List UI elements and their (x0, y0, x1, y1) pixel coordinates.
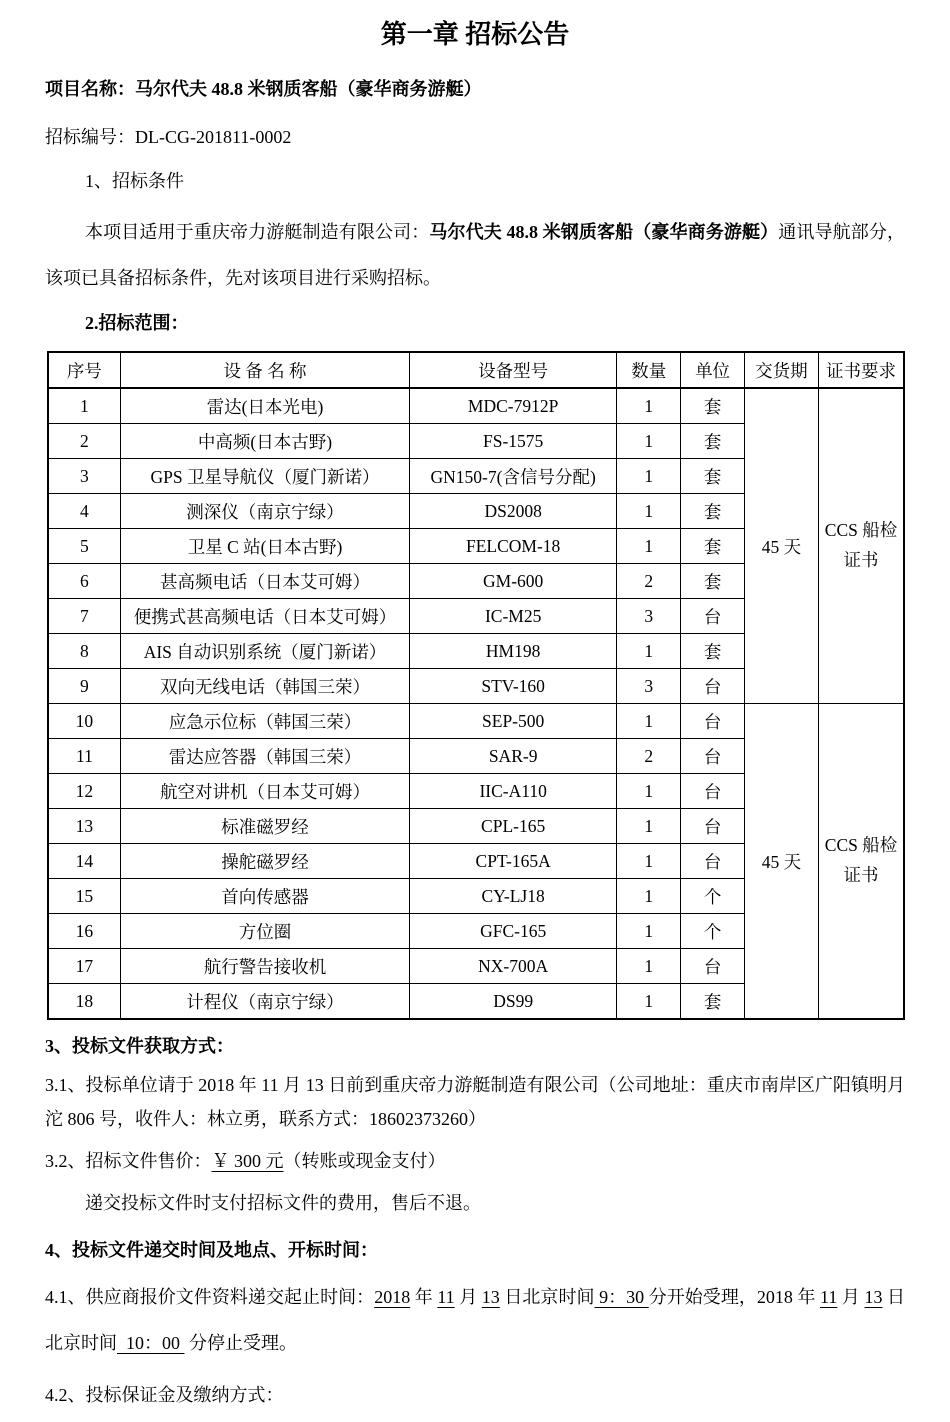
cell-index: 4 (48, 494, 120, 529)
cell-model: IIC-A110 (410, 774, 617, 809)
p41-text-1: 4.1、供应商报价文件资料递交起止时间： (45, 1287, 375, 1307)
cell-quantity: 1 (617, 494, 681, 529)
header-delivery-period: 交货期 (744, 352, 818, 388)
cell-index: 3 (48, 459, 120, 494)
cell-index: 15 (48, 879, 120, 914)
header-model: 设备型号 (410, 352, 617, 388)
equipment-table (47, 351, 905, 1020)
cell-equipment-name: 便携式甚高频电话（日本艾可姆） (120, 599, 409, 634)
cell-index: 6 (48, 564, 120, 599)
cell-delivery-period: 45 天 (744, 388, 818, 704)
cell-model: IC-M25 (410, 599, 617, 634)
cell-quantity: 2 (617, 739, 681, 774)
cell-model: FELCOM-18 (410, 529, 617, 564)
cell-equipment-name: 计程仪（南京宁绿） (120, 984, 409, 1020)
section4-heading: 4、投标文件递交时间及地点、开标时间： (45, 1240, 378, 1260)
cell-equipment-name: 方位圈 (120, 914, 409, 949)
p41-day-end: 13 (864, 1287, 883, 1307)
cell-quantity: 2 (617, 564, 681, 599)
cell-model: SEP-500 (410, 704, 617, 739)
p41-text-6: 月 (837, 1287, 865, 1307)
p41-month-start: 11 (437, 1287, 455, 1307)
cell-unit: 套 (681, 529, 744, 564)
cell-model: GFC-165 (410, 914, 617, 949)
cell-model: DS99 (410, 984, 617, 1020)
p41-text-3: 月 (454, 1287, 482, 1307)
p41-text-4: 日北京时间 (499, 1287, 595, 1307)
section2-heading: 2.招标范围： (85, 313, 189, 333)
header-equipment-name: 设 备 名 称 (120, 352, 409, 388)
section4-paragraph-41 (45, 1274, 905, 1366)
cell-model: CPL-165 (410, 809, 617, 844)
cell-quantity: 1 (617, 424, 681, 459)
cell-model: STV-160 (410, 669, 617, 704)
p41-time-end: 10：00 (117, 1333, 185, 1353)
cell-equipment-name: 应急示位标（韩国三荣） (120, 704, 409, 739)
cell-quantity: 1 (617, 634, 681, 669)
cell-index: 8 (48, 634, 120, 669)
cell-equipment-name: 测深仪（南京宁绿） (120, 494, 409, 529)
cell-cert-requirement: CCS 船检证书 (819, 704, 904, 1020)
cell-quantity: 3 (617, 599, 681, 634)
p41-text-2: 年 (410, 1287, 438, 1307)
cell-unit: 套 (681, 459, 744, 494)
cell-equipment-name: 中高频(日本古野) (120, 424, 409, 459)
section4-paragraph-42: 4.2、投标保证金及缴纳方式： (45, 1385, 284, 1405)
cell-quantity: 1 (617, 529, 681, 564)
cell-unit: 个 (681, 879, 744, 914)
cell-equipment-name: 操舵磁罗经 (120, 844, 409, 879)
cell-quantity: 1 (617, 844, 681, 879)
cell-model: FS-1575 (410, 424, 617, 459)
cell-index: 12 (48, 774, 120, 809)
section3-paragraph-32 (45, 1144, 905, 1178)
cell-quantity: 1 (617, 984, 681, 1020)
cell-index: 7 (48, 599, 120, 634)
cell-unit: 台 (681, 704, 744, 739)
p32-price-underlined: ￥ 300 元 (211, 1151, 284, 1171)
cell-index: 13 (48, 809, 120, 844)
cell-unit: 台 (681, 844, 744, 879)
cell-model: DS2008 (410, 494, 617, 529)
table-row (48, 388, 904, 424)
p32-text-1: 3.2、招标文件售价： (45, 1151, 212, 1171)
cell-model: HM198 (410, 634, 617, 669)
cell-index: 2 (48, 424, 120, 459)
section1-heading: 1、招标条件 (85, 171, 184, 191)
cell-unit: 台 (681, 669, 744, 704)
p41-text-7: 日北京时间 (45, 1287, 906, 1353)
cell-equipment-name: 雷达应答器（韩国三荣） (120, 739, 409, 774)
header-quantity: 数量 (617, 352, 681, 388)
cell-unit: 台 (681, 739, 744, 774)
cell-index: 14 (48, 844, 120, 879)
p41-text-8: 分停止受理。 (184, 1333, 297, 1353)
paragraph-emphasis: 马尔代夫 48.8 米钢质客船（豪华商务游艇） (429, 222, 779, 242)
table-row (48, 704, 904, 739)
cell-equipment-name: 双向无线电话（韩国三荣） (120, 669, 409, 704)
cell-unit: 套 (681, 424, 744, 459)
paragraph-tail: 通讯导航部分，该项已具备招标条件，先对该项目进行采购招标。 (45, 222, 905, 288)
cell-equipment-name: GPS 卫星导航仪（厦门新诺） (120, 459, 409, 494)
p41-time-start: 9：30 (594, 1287, 649, 1307)
p41-year-start: 2018 (374, 1287, 411, 1307)
cell-equipment-name: 雷达(日本光电) (120, 388, 409, 424)
cell-model: SAR-9 (410, 739, 617, 774)
cell-unit: 台 (681, 774, 744, 809)
cell-quantity: 3 (617, 669, 681, 704)
cell-unit: 台 (681, 949, 744, 984)
page-title: 第一章 招标公告 (380, 20, 570, 49)
cell-equipment-name: 航行警告接收机 (120, 949, 409, 984)
cell-equipment-name: 卫星 C 站(日本古野) (120, 529, 409, 564)
cell-equipment-name: 首向传感器 (120, 879, 409, 914)
cell-model: GN150-7(含信号分配) (410, 459, 617, 494)
section3-heading: 3、投标文件获取方式： (45, 1036, 234, 1056)
cell-equipment-name: 甚高频电话（日本艾可姆） (120, 564, 409, 599)
equipment-table-head (48, 352, 904, 388)
cell-quantity: 1 (617, 809, 681, 844)
cell-delivery-period: 45 天 (744, 704, 818, 1020)
paragraph-lead: 本项目适用于重庆帝力游艇制造有限公司： (85, 222, 430, 242)
cell-unit: 套 (681, 564, 744, 599)
equipment-table-body (48, 388, 904, 1019)
cell-quantity: 1 (617, 949, 681, 984)
p32-text-2: （转账或现金支付） (283, 1151, 446, 1171)
cell-index: 16 (48, 914, 120, 949)
cell-unit: 台 (681, 809, 744, 844)
cell-index: 18 (48, 984, 120, 1020)
cell-index: 11 (48, 739, 120, 774)
cell-model: CPT-165A (410, 844, 617, 879)
cell-equipment-name: 航空对讲机（日本艾可姆） (120, 774, 409, 809)
cell-quantity: 1 (617, 704, 681, 739)
cell-unit: 套 (681, 494, 744, 529)
cell-index: 17 (48, 949, 120, 984)
p41-text-5: 分开始受理，2018 年 (648, 1287, 821, 1307)
table-header-row (48, 352, 904, 388)
cell-model: NX-700A (410, 949, 617, 984)
cell-quantity: 1 (617, 459, 681, 494)
header-index: 序号 (48, 352, 120, 388)
cell-quantity: 1 (617, 388, 681, 424)
cell-equipment-name: 标准磁罗经 (120, 809, 409, 844)
project-name: 项目名称：马尔代夫 48.8 米钢质客船（豪华商务游艇） (45, 79, 482, 99)
header-cert-requirement: 证书要求 (819, 352, 904, 388)
header-unit: 单位 (681, 352, 744, 388)
section3-note: 递交投标文件时支付招标文件的费用，售后不退。 (85, 1193, 481, 1213)
cell-quantity: 1 (617, 879, 681, 914)
cell-model: GM-600 (410, 564, 617, 599)
p41-day-start: 13 (481, 1287, 500, 1307)
section3-paragraph-31: 3.1、投标单位请于 2018 年 11 月 13 日前到重庆帝力游艇制造有限公司（公司地址：重庆市南岸区广阳镇明月沱 806 号，收件人：林立勇，联系方式：18602373260） (45, 1075, 905, 1129)
cell-model: CY-LJ18 (410, 879, 617, 914)
p41-month-end: 11 (820, 1287, 838, 1307)
tender-number: 招标编号：DL-CG-201811-0002 (45, 127, 292, 147)
cell-index: 1 (48, 388, 120, 424)
cell-quantity: 1 (617, 914, 681, 949)
cell-unit: 个 (681, 914, 744, 949)
cell-cert-requirement: CCS 船检证书 (819, 388, 904, 704)
cell-unit: 套 (681, 984, 744, 1020)
cell-quantity: 1 (617, 774, 681, 809)
cell-model: MDC-7912P (410, 388, 617, 424)
cell-unit: 套 (681, 388, 744, 424)
cell-unit: 套 (681, 634, 744, 669)
cell-index: 10 (48, 704, 120, 739)
cell-index: 5 (48, 529, 120, 564)
cell-unit: 台 (681, 599, 744, 634)
section1-paragraph (45, 209, 905, 301)
cell-equipment-name: AIS 自动识别系统（厦门新诺） (120, 634, 409, 669)
cell-index: 9 (48, 669, 120, 704)
